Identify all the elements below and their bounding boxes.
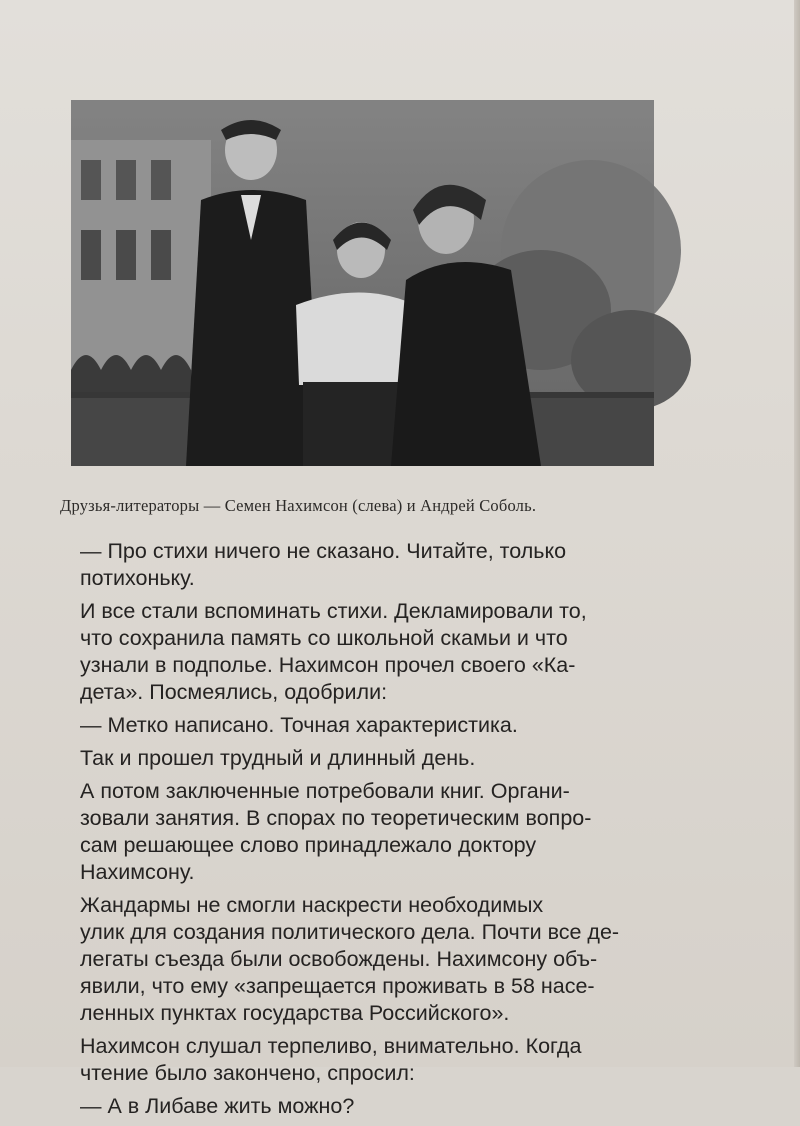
paragraph — [80, 778, 680, 886]
text-line: легаты съезда были освобождены. Нахимсону объ- — [80, 947, 598, 971]
text-line: сам решающее слово принадлежало доктору — [80, 833, 537, 857]
paragraph — [80, 538, 680, 592]
text-line: — Метко написано. Точная характеристика. — [80, 713, 518, 737]
text-line: — А в Либаве жить можно? — [80, 1094, 355, 1118]
text-line: Так и прошел трудный и длинный день. — [80, 746, 476, 770]
paragraph — [80, 598, 680, 706]
text-line: Жандармы не смогли наскрести необходимых — [80, 893, 544, 917]
text-line: Нахимсон слушал терпеливо, внимательно. Когда — [80, 1034, 582, 1058]
text-line: чтение было закончено, спросил: — [80, 1061, 415, 1085]
text-line: потихоньку. — [80, 566, 195, 590]
paragraph — [80, 1033, 680, 1087]
text-line: А потом заключенные потребовали книг. Органи- — [80, 779, 570, 803]
text-line: ленных пунктах государства Российского». — [80, 1001, 510, 1025]
paragraph — [80, 1093, 680, 1120]
text-line: И все стали вспоминать стихи. Декламировали то, — [80, 599, 587, 623]
photo-caption: Друзья-литераторы — Семен Нахимсон (слева) и Андрей Соболь. — [60, 496, 537, 515]
text-line: явили, что ему «запрещается проживать в 58 насе- — [80, 974, 595, 998]
page-edge — [794, 0, 800, 1067]
paragraph — [80, 745, 680, 772]
photograph-icon — [71, 100, 654, 466]
text-line: дета». Посмеялись, одобрили: — [80, 680, 388, 704]
text-line: — Про стихи ничего не сказано. Читайте, только — [80, 539, 567, 563]
text-line: Нахимсону. — [80, 860, 195, 884]
text-line: зовали занятия. В спорах по теоретическим вопро- — [80, 806, 592, 830]
text-line: улик для создания политического дела. Почти все де- — [80, 920, 620, 944]
text-line: узнали в подполье. Нахимсон прочел своего «Ка- — [80, 653, 576, 677]
paragraph — [80, 892, 680, 1027]
paragraph — [80, 712, 680, 739]
body-text — [80, 538, 680, 1126]
historical-photograph — [71, 100, 654, 466]
text-line: что сохранила память со школьной скамьи и что — [80, 626, 568, 650]
